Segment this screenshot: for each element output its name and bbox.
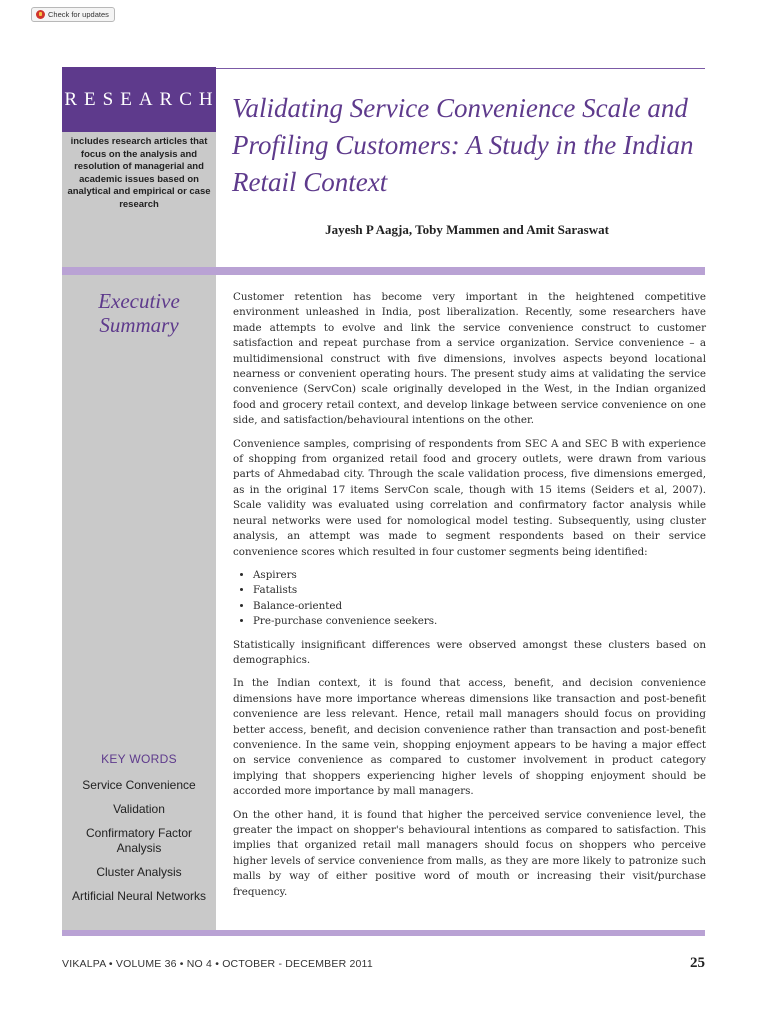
summary-paragraph-4: In the Indian context, it is found that access, benefit, and decision convenience dimensions have more importance whereas dimensions like transaction and post-benefit convenience are less relevant. Hence, retail mall managers should focus on providing better access, benefit, and decision convenience rather than transaction and post-benefit convenience. In the same vein, shopping enjoyment appears to be having a major effect on service convenience as compared to customer involvement in product category implying that shoppers experiencing higher levels of shopping enjoyment should be accorded more importance by mall managers. bbox=[233, 677, 706, 798]
keyword-item: Validation bbox=[113, 802, 165, 816]
keyword-item: Artificial Neural Networks bbox=[71, 889, 207, 903]
executive-summary-heading-line1: Executive bbox=[98, 289, 180, 313]
segment-list bbox=[233, 568, 706, 630]
summary-paragraph-5: On the other hand, it is found that higher the perceived service convenience level, the greater the impact on shopper's behavioural intentions as compared to satisfaction. This implies that organized retail mall managers should focus on shoppers who perceive higher levels of service convenience from malls, as they are more likely to patronize such malls by way of either positive word of mouth or increasing their visit/purchase frequency. bbox=[233, 808, 706, 898]
segment-list-item: • Balance-oriented bbox=[253, 599, 706, 614]
update-icon bbox=[36, 10, 45, 19]
page-footer bbox=[62, 955, 705, 972]
summary-paragraph-3: Statistically insignificant differences were observed amongst these clusters based on demographics. bbox=[233, 638, 706, 666]
keyword-item: Confirmatory Factor Analysis bbox=[85, 826, 193, 855]
header-rule bbox=[216, 68, 705, 69]
article-title: Validating Service Convenience Scale and Profiling Customers: A Study in the Indian Retail Context bbox=[232, 93, 694, 197]
segment-list-item: • Aspirers bbox=[253, 568, 706, 583]
keyword-item: Cluster Analysis bbox=[96, 865, 182, 879]
executive-summary-body bbox=[233, 290, 706, 908]
summary-paragraph-1: Customer retention has become very important in the heightened competitive environment unleashed in India, post liberalization. Recently, some researchers have made attempts to evolve and link the service convenience construct to customer satisfaction and repeat purchase from a service organization. Service convenience – a multidimensional construct with five dimensions, involves aspects beyond locational nearness or convenient operating hours. The present study aims at validating the service convenience (ServCon) scale originally developed in the West, in the Indian organized food and grocery retail context, and develop linkage between service convenience on one side, and satisfaction/behavioural intentions on the other. bbox=[233, 291, 706, 427]
executive-summary-heading-line2: Summary bbox=[99, 313, 179, 337]
segment-list-item: • Pre-purchase convenience seekers. bbox=[253, 614, 706, 629]
keywords-heading: KEY WORDS bbox=[101, 752, 177, 766]
summary-paragraph-2: Convenience samples, comprising of respondents from SEC A and SEC B with experience of shopping from organized retail food and grocery outlets, were drawn from various parts of Ahmedabad city. Through the scale validation process, five dimensions emerged, as in the original 17 items ServCon scale, though with 15 items (Seiders et al, 2007). Scale validity was evaluated using correlation and confirmatory factor analysis while neural networks were used for nomological model testing. Subsequently, using cluster analysis, an attempt was made to segment respondents based on their service convenience scores which resulted in four customer segments being identified: bbox=[233, 437, 706, 558]
section-description: includes research articles that focus on the analysis and resolution of managerial and academic issues based on analytical and empirical or case research bbox=[67, 136, 211, 210]
footer-divider-band bbox=[62, 930, 705, 936]
page-number: 25 bbox=[690, 955, 705, 971]
section-label: RESEARCH bbox=[62, 67, 216, 132]
check-for-updates-badge[interactable] bbox=[31, 7, 115, 22]
check-for-updates-label: Check for updates bbox=[48, 10, 109, 19]
journal-citation: VIKALPA • VOLUME 36 • NO 4 • OCTOBER - DECEMBER 2011 bbox=[62, 958, 373, 970]
keyword-item: Service Convenience bbox=[82, 778, 196, 792]
keywords-block bbox=[62, 752, 216, 913]
segment-list-item: • Fatalists bbox=[253, 583, 706, 598]
article-authors: Jayesh P Aagja, Toby Mammen and Amit Saraswat bbox=[325, 222, 609, 237]
header-divider-band bbox=[62, 267, 705, 275]
executive-summary-heading bbox=[62, 289, 216, 337]
